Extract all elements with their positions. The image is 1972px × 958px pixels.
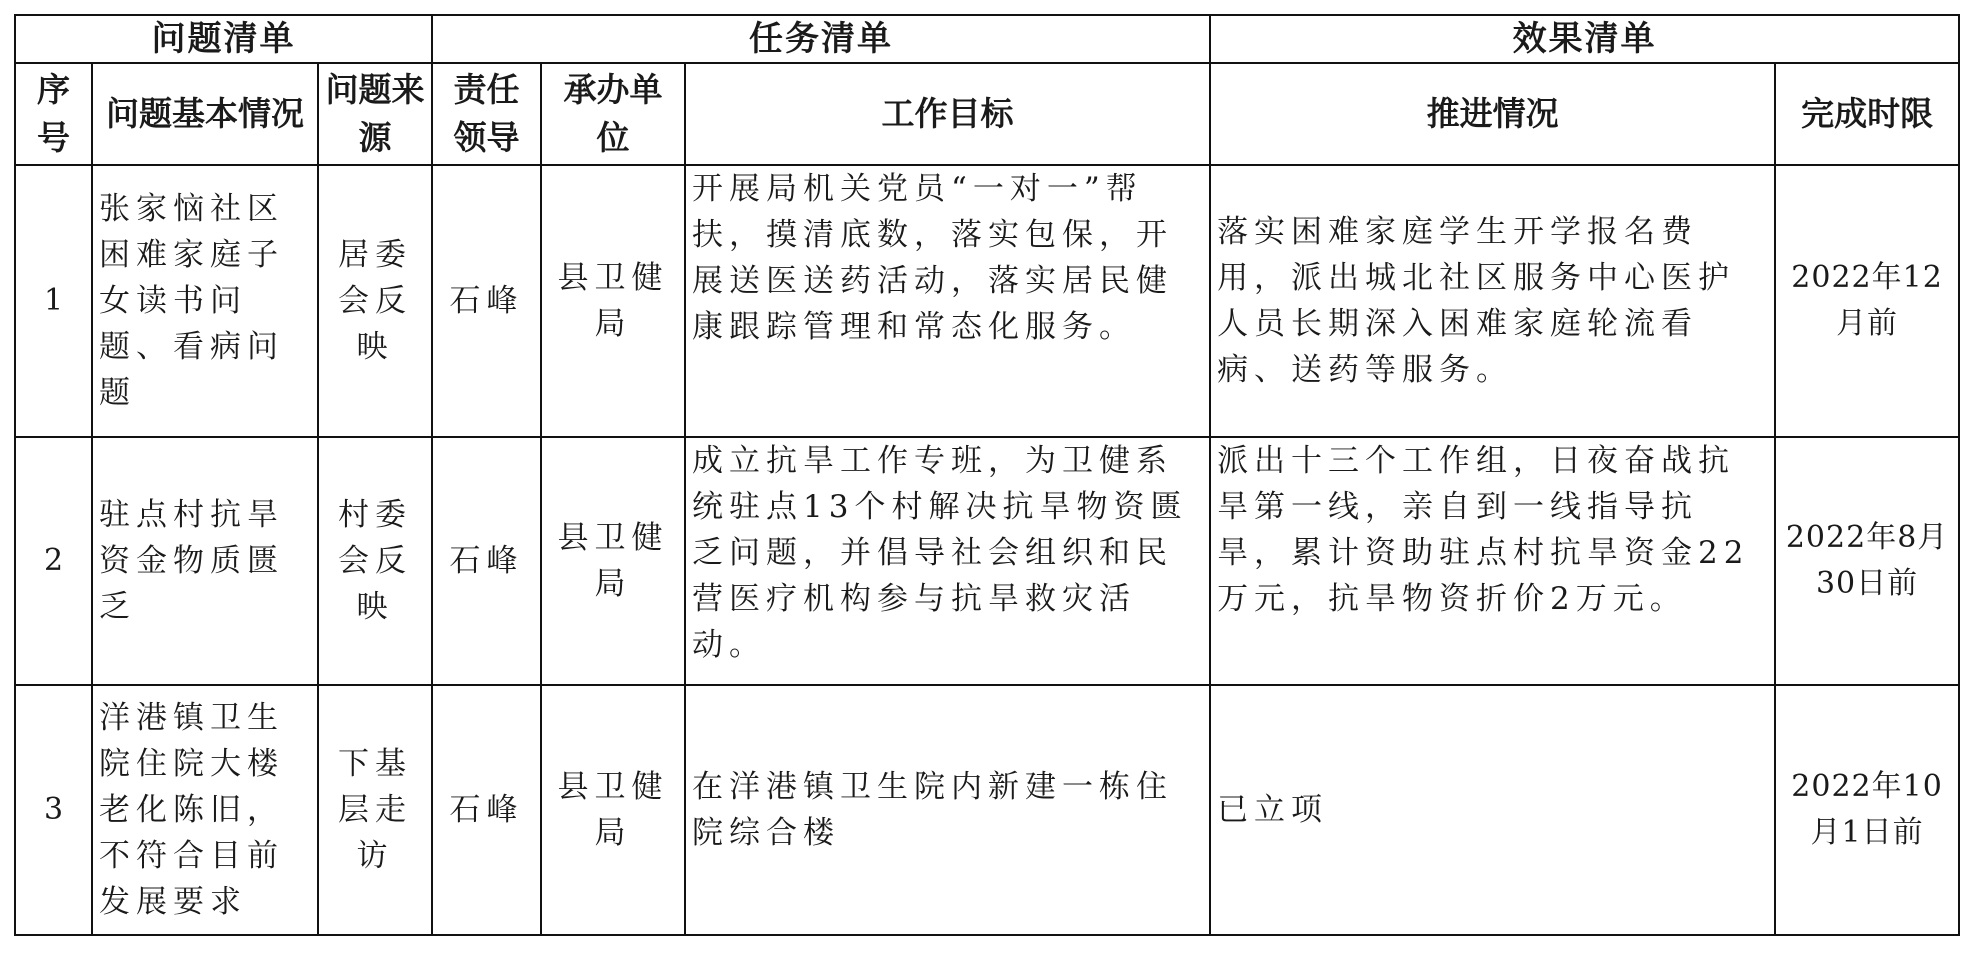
row-source: 下基层走访 — [318, 685, 432, 935]
group-problem-list: 问题清单 — [15, 15, 432, 63]
row-seq: 2 — [15, 437, 92, 685]
row-source: 村委会反映 — [318, 437, 432, 685]
row-progress: 已立项 — [1210, 685, 1775, 935]
header-progress: 推进情况 — [1210, 63, 1775, 165]
row-leader: 石峰 — [432, 437, 541, 685]
header-unit: 承办单位 — [541, 63, 685, 165]
header-leader: 责任领导 — [432, 63, 541, 165]
row-deadline: 2022年10月1日前 — [1775, 685, 1959, 935]
row-unit: 县卫健局 — [541, 437, 685, 685]
task-list-table — [14, 14, 1960, 936]
row-basic: 驻点村抗旱资金物质匮乏 — [92, 437, 318, 685]
row-progress: 落实困难家庭学生开学报名费用，派出城北社区服务中心医护人员长期深入困难家庭轮流看病、送药等服务。 — [1210, 165, 1775, 437]
row-goal: 开展局机关党员“一对一”帮扶，摸清底数，落实包保，开展送医送药活动，落实居民健康跟踪管理和常态化服务。 — [685, 165, 1210, 437]
group-header-row — [15, 15, 1959, 63]
row-unit: 县卫健局 — [541, 165, 685, 437]
row-basic: 洋港镇卫生院住院大楼老化陈旧，不符合目前发展要求 — [92, 685, 318, 935]
header-deadline: 完成时限 — [1775, 63, 1959, 165]
header-source: 问题来源 — [318, 63, 432, 165]
group-task-list: 任务清单 — [432, 15, 1210, 63]
header-goal: 工作目标 — [685, 63, 1210, 165]
row-goal: 成立抗旱工作专班，为卫健系统驻点13个村解决抗旱物资匮乏问题，并倡导社会组织和民营医疗机构参与抗旱救灾活动。 — [685, 437, 1210, 685]
group-effect-list: 效果清单 — [1210, 15, 1959, 63]
row-deadline: 2022年8月30日前 — [1775, 437, 1959, 685]
header-basic: 问题基本情况 — [92, 63, 318, 165]
column-header-row — [15, 63, 1959, 165]
row-source: 居委会反映 — [318, 165, 432, 437]
table-row — [15, 437, 1959, 685]
row-leader: 石峰 — [432, 685, 541, 935]
table-row — [15, 685, 1959, 935]
row-seq: 1 — [15, 165, 92, 437]
row-seq: 3 — [15, 685, 92, 935]
row-progress: 派出十三个工作组，日夜奋战抗旱第一线，亲自到一线指导抗旱，累计资助驻点村抗旱资金22万元，抗旱物资折价2万元。 — [1210, 437, 1775, 685]
header-seq: 序号 — [15, 63, 92, 165]
row-deadline: 2022年12月前 — [1775, 165, 1959, 437]
row-basic: 张家恼社区困难家庭子女读书问题、看病问题 — [92, 165, 318, 437]
row-leader: 石峰 — [432, 165, 541, 437]
row-goal: 在洋港镇卫生院内新建一栋住院综合楼 — [685, 685, 1210, 935]
row-unit: 县卫健局 — [541, 685, 685, 935]
table-row — [15, 165, 1959, 437]
